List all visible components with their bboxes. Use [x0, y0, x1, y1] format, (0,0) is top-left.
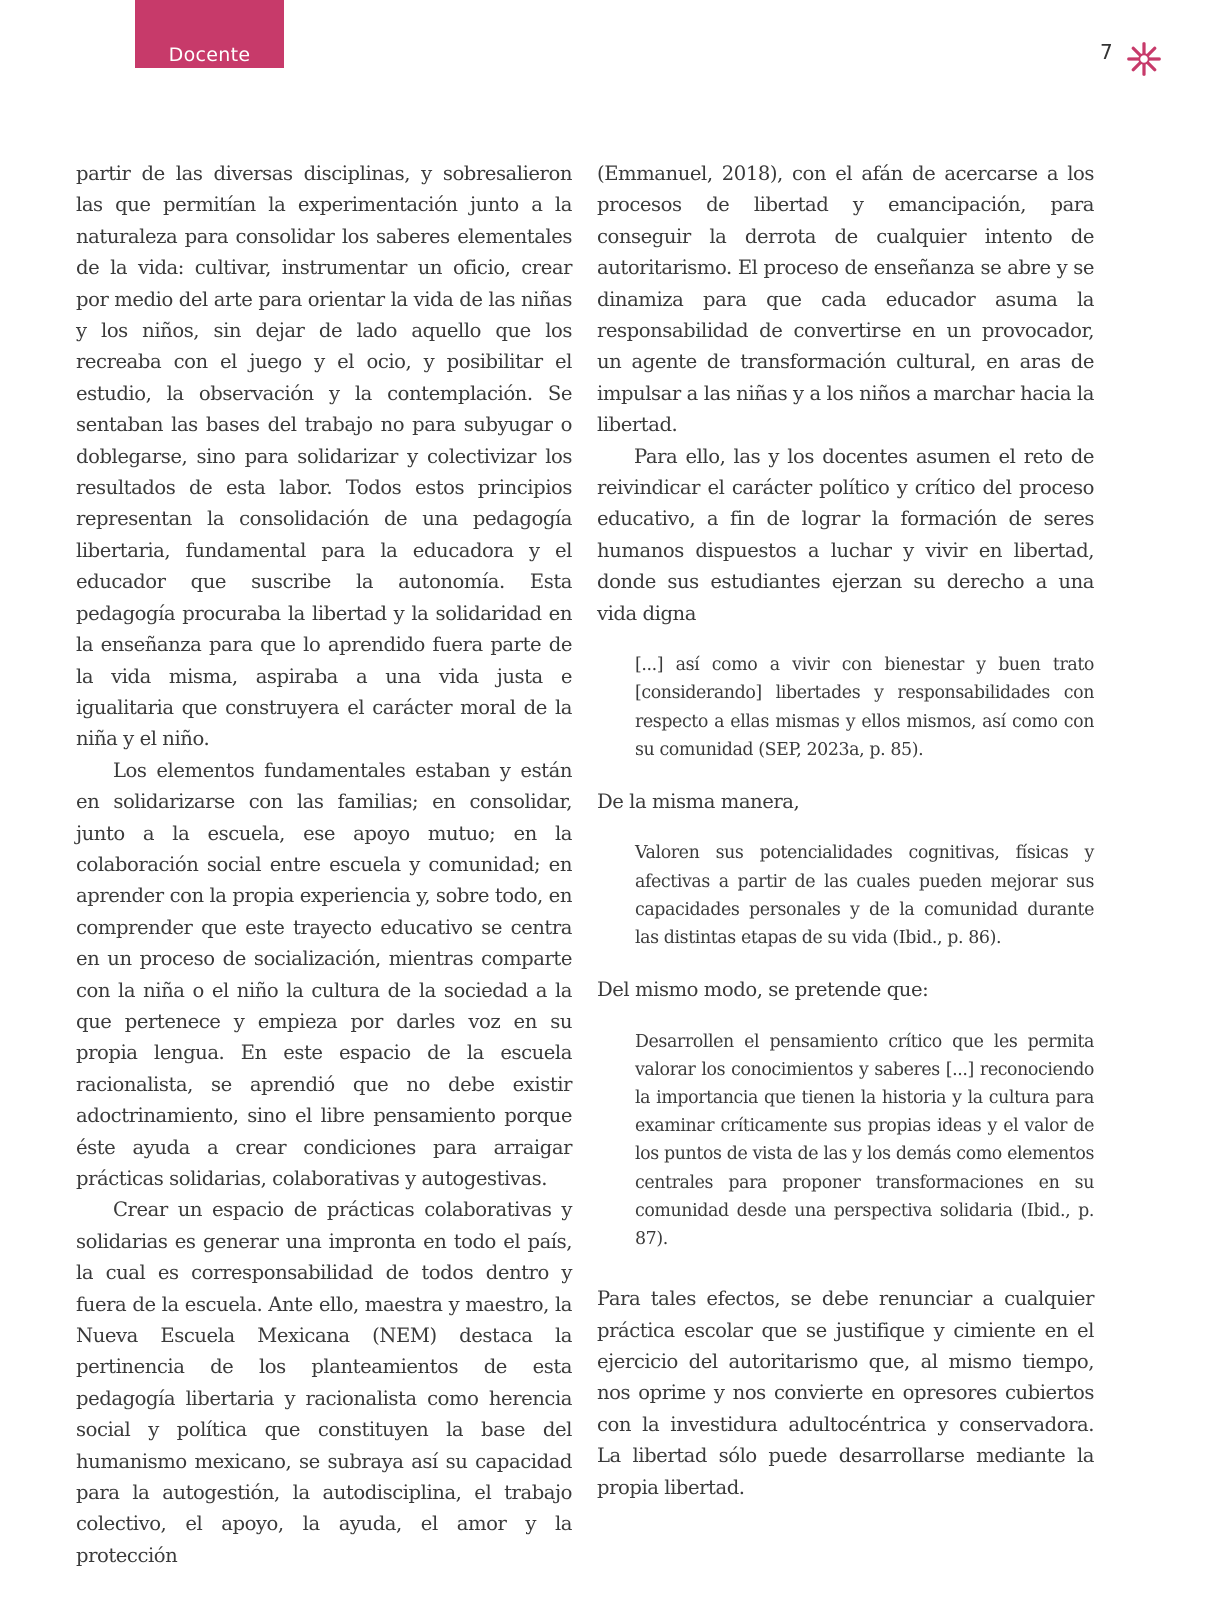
block-quote: Valoren sus potencialidades cognitivas, físicas y afectivas a partir de las cuales pueden mejorar sus capacidades personales y de la comunidad durante las distintas etapas de su vida (Ibid., p. 86).: [635, 843, 1094, 948]
block-quote: Desarrollen el pensamiento crítico que les permita valorar los conocimientos y saberes [...] reconociendo la importancia que tienen la historia y la cultura para examinar críticamente sus propias ideas y el valor de los puntos de vista de las y los demás como elementos centrales para proponer transformaciones en su comunidad desde una perspectiva solidaria (Ibid., p. 87).: [635, 1031, 1094, 1249]
lead-in-text: De la misma manera,: [597, 789, 800, 813]
paragraph: Crear un espacio de prácticas colaborativas y solidarias es generar una impronta en todo el país, la cual es corresponsabilidad de todos dentro y fuera de la escuela. Ante ello, maestra y maestro, la Nueva Escuela Mexicana (NEM) destaca la pertinencia de los planteamientos de esta pedagogía libertaria y racionalista como herencia social y política que constituyen la base del humanismo mexicano, se subraya así su capacidad para la autogestión, la autodisciplina, el trabajo colectivo, el apoyo, la ayuda, el amor y la protección: [76, 1198, 572, 1567]
page-number: 7: [1100, 40, 1113, 64]
paragraph: Para ello, las y los docentes asumen el reto de reivindicar el carácter político y crítico del proceso educativo, a fin de lograr la formación de seres humanos dispuestos a luchar y vivir en libertad, donde sus estudiantes ejerzan su derecho a una vida digna: [597, 444, 1094, 625]
section-tab: [135, 0, 284, 68]
asterisk-flower-icon: [1125, 40, 1163, 78]
paragraph: Los elementos fundamentales estaban y están en solidarizarse con las familias; en consolidar, junto a la escuela, ese apoyo mutuo; en la colaboración social entre escuela y comunidad; en aprender con la propia experiencia y, sobre todo, en comprender que este trayecto educativo se centra en un proceso de socialización, mientras comparte con la niña o el niño la cultura de la sociedad a la que pertenece y empieza por darles voz en su propia lengua. En este espacio de la escuela racionalista, se aprendió que no debe existir adoctrinamiento, sino el libre pensamiento porque éste ayuda a crear condiciones para arraigar prácticas solidarias, colaborativas y autogestivas.: [76, 758, 572, 1190]
section-label: Docente: [168, 44, 251, 66]
paragraph: Para tales efectos, se debe renunciar a cualquier práctica escolar que se justifique y cimiente en el ejercicio del autoritarismo que, al mismo tiempo, nos oprime y nos convierte en opresores cubiertos con la investidura adultocéntrica y conservadora. La libertad sólo puede desarrollarse mediante la propia libertad.: [597, 1287, 1094, 1499]
left-column: [76, 158, 572, 1571]
paragraph: (Emmanuel, 2018), con el afán de acercarse a los procesos de libertad y emancipación, para conseguir la derrota de cualquier intento de autoritarismo. El proceso de enseñanza se abre y se dinamiza para que cada educador asuma la responsabilidad de convertirse en un provocador, un agente de transformación cultural, en aras de impulsar a las niñas y a los niños a marchar hacia la libertad.: [597, 162, 1094, 437]
lead-in-text: Del mismo modo, se pretende que:: [597, 978, 929, 1002]
paragraph: partir de las diversas disciplinas, y sobresalieron las que permitían la experimentación junto a la naturaleza para consolidar los saberes elementales de la vida: cultivar, instrumentar un oficio, crear por medio del arte para orientar la vida de las niñas y los niños, sin dejar de lado aquello que los recreaba con el juego y el ocio, y posibilitar el estudio, la observación y la contemplación. Se sentaban las bases del trabajo no para subyugar o doblegarse, sino para solidarizar y colectivizar los resultados de esta labor. Todos estos principios representan la consolidación de una pedagogía libertaria, fundamental para la educadora y el educador que suscribe la autonomía. Esta pedagogía procuraba la libertad y la solidaridad en la enseñanza para que lo aprendido fuera parte de la vida misma, aspiraba a una vida justa e igualitaria que construyera el carácter moral de la niña y el niño.: [76, 162, 572, 751]
right-column: [597, 158, 1094, 1503]
block-quote: [...] así como a vivir con bienestar y buen trato [considerando] libertades y responsabilidades con respecto a ellas mismas y ellos mismos, así como con su comunidad (SEP, 2023a, p. 85).: [635, 655, 1094, 760]
